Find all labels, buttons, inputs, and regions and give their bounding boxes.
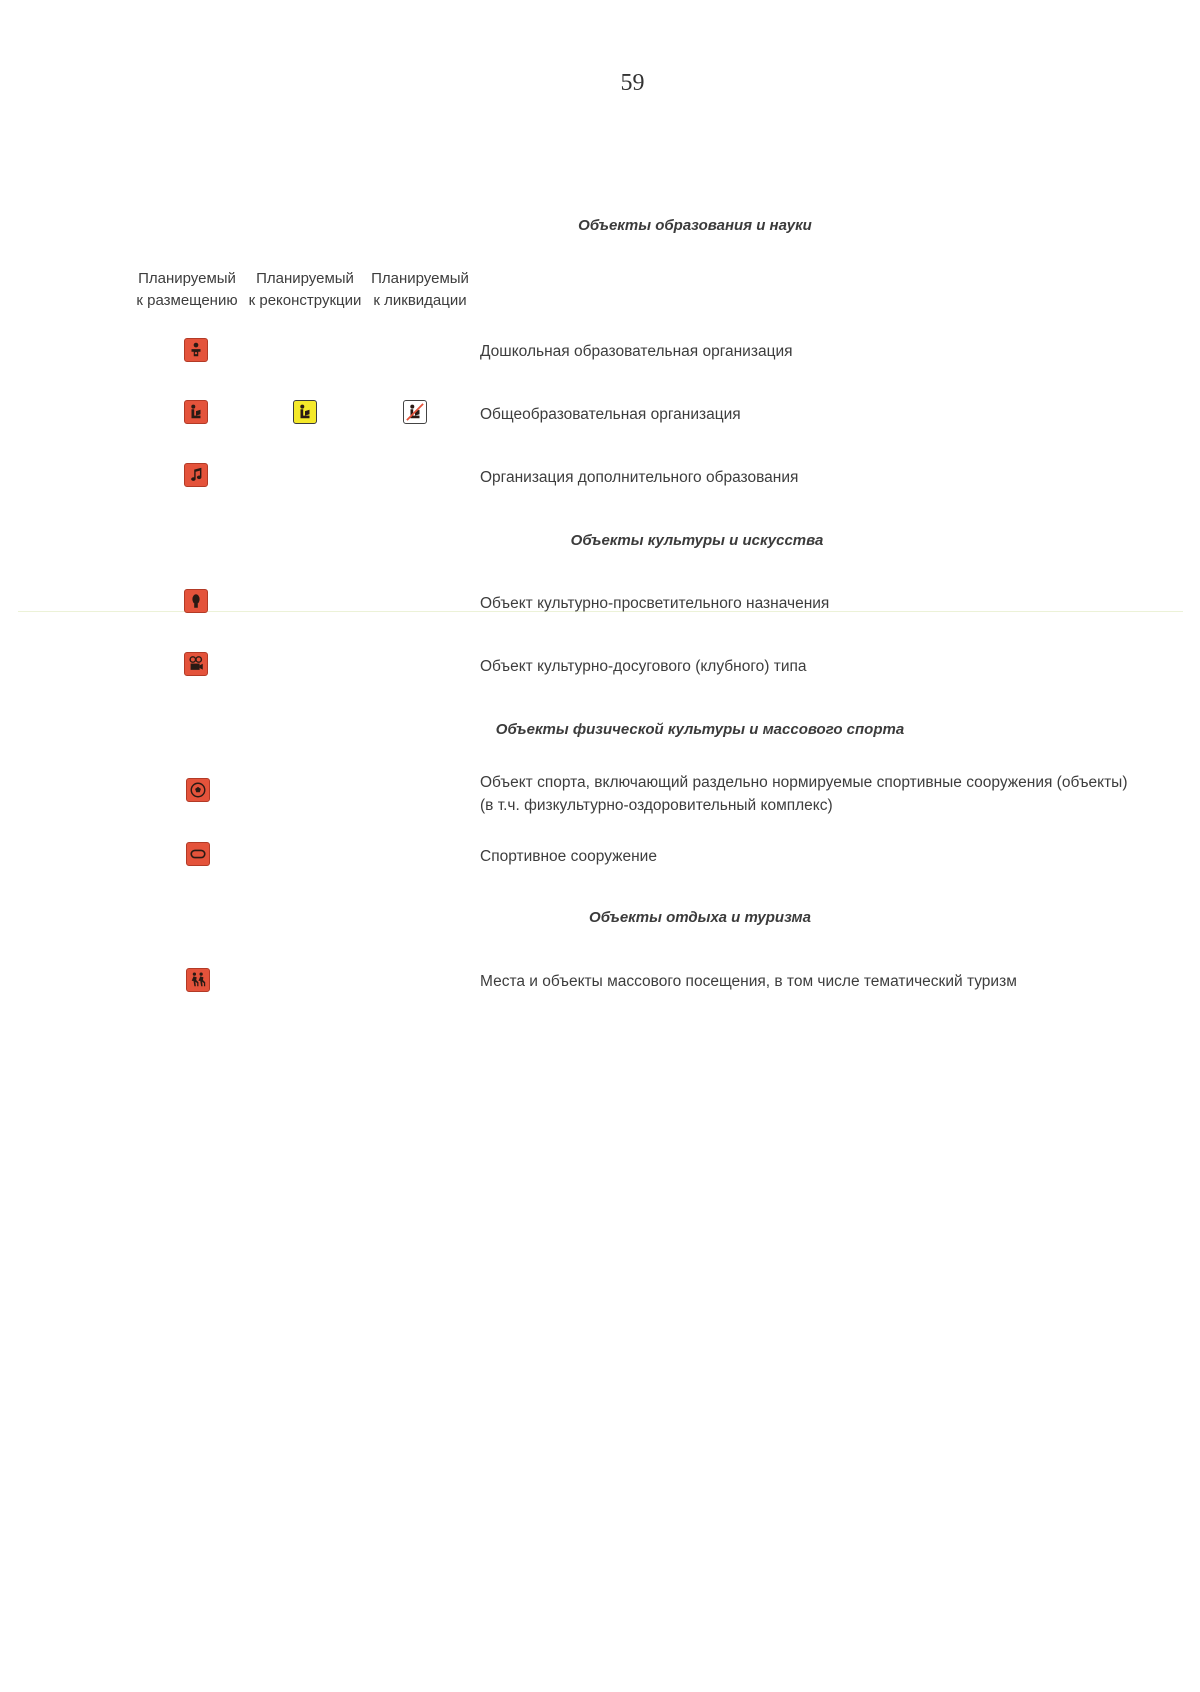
column-header-line: Планируемый [138,270,236,287]
bulb-figure-icon [184,589,208,613]
legend-label-cultural-leisure: Объект культурно-досугового (клубного) типа [480,658,807,675]
hikers-icon [186,968,210,992]
reading-person-icon [293,400,317,424]
column-header-line: к размещению [136,292,238,309]
legend-label-sport-object [480,771,1128,817]
section-title-sport: Объекты физической культуры и массового спорта [495,721,905,738]
section-title-culture: Объекты культуры и искусства [570,532,824,549]
legend-label-cultural-educational: Объект культурно-просветительного назначения [480,595,830,612]
reading-person-icon [184,400,208,424]
legend-label-preschool: Дошкольная образовательная организация [480,343,793,360]
column-header-liquidation [361,268,479,312]
column-header-line: к ликвидации [373,292,467,309]
column-header-reconstruction [246,268,364,312]
legend-label-additional-education: Организация дополнительного образования [480,469,799,486]
column-header-placement [128,268,246,312]
column-header-line: Планируемый [371,270,469,287]
legend-label-general-school: Общеобразовательная организация [480,406,741,423]
legend-label-sport-facility: Спортивное сооружение [480,848,657,865]
child-icon [184,338,208,362]
section-title-education: Объекты образования и науки [578,217,812,234]
page-number: 59 [620,70,645,96]
section-title-recreation: Объекты отдыха и туризма [589,909,811,926]
legend-label-line: Объект спорта, включающий раздельно нормируемые спортивные сооружения (объекты) [480,774,1128,791]
film-camera-icon [184,652,208,676]
column-header-line: Планируемый [256,270,354,287]
music-note-icon [184,463,208,487]
ball-icon [186,778,210,802]
legend-label-mass-visit: Места и объекты массового посещения, в том числе тематический туризм [480,973,1017,990]
stadium-track-icon [186,842,210,866]
reading-person-strike-icon [403,400,427,424]
column-header-line: к реконструкции [248,292,362,309]
legend-label-line: (в т.ч. физкультурно-оздоровительный комплекс) [480,797,833,814]
